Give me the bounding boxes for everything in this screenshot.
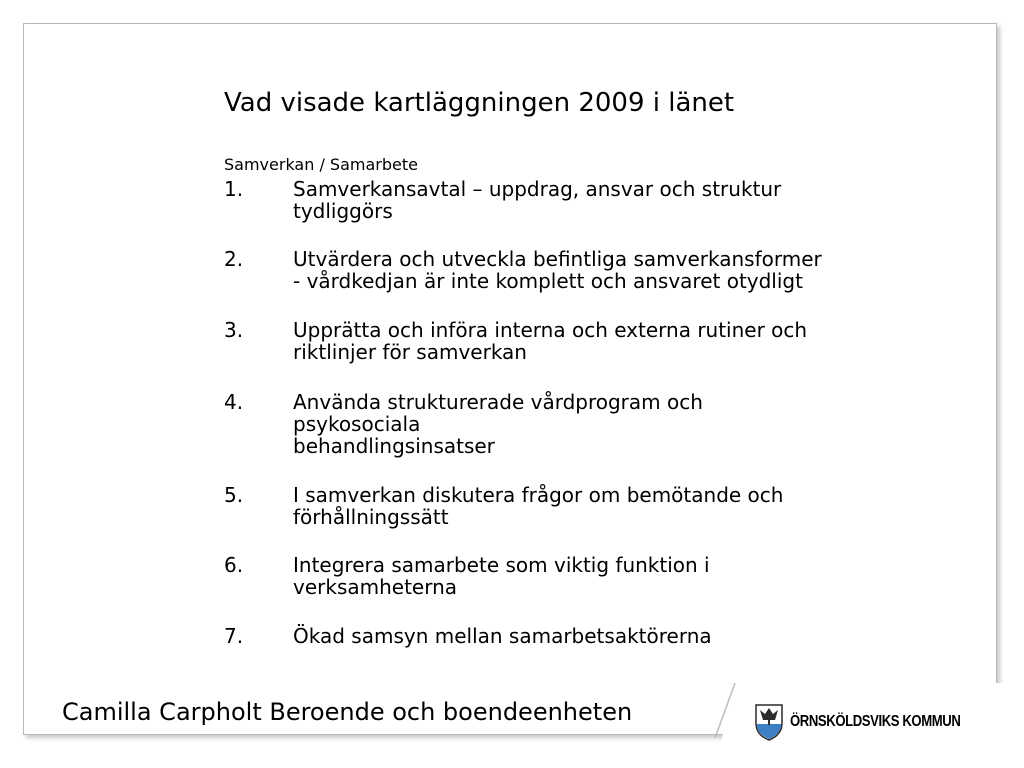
- list-item-line: - vårdkedjan är inte komplett och ansvaret otydligt: [293, 269, 803, 293]
- list-item-line: Samverkansavtal – uppdrag, ansvar och struktur: [293, 177, 782, 201]
- list-item-line: Utvärdera och utveckla befintliga samverkansformer: [293, 247, 822, 271]
- list-item-number: 7.: [224, 624, 244, 648]
- list-item-number: 2.: [224, 247, 244, 271]
- list-item-line: I samverkan diskutera frågor om bemötande och: [293, 483, 784, 507]
- list-item-line: riktlinjer för samverkan: [293, 340, 527, 364]
- logo-text: ÖRNSKÖLDSVIKS KOMMUN: [790, 713, 961, 730]
- list-item-line: verksamheterna: [293, 575, 458, 599]
- list-item-text: [293, 178, 913, 222]
- list-item-line: Använda strukturerade vårdprogram och: [293, 390, 703, 414]
- municipal-coat-of-arms-icon: [754, 703, 784, 741]
- slide-canvas: [23, 23, 997, 735]
- slide-title: Vad visade kartläggningen 2009 i länet: [224, 88, 735, 118]
- list-item-number: 4.: [224, 390, 244, 414]
- list-item-line: tydliggörs: [293, 199, 393, 223]
- footer-divider: [710, 680, 740, 740]
- list-item-text: [293, 554, 913, 598]
- list-item-number: 5.: [224, 483, 244, 507]
- list-item-number: 3.: [224, 318, 244, 342]
- list-item-line: förhållningssätt: [293, 505, 449, 529]
- list-item-line: Integrera samarbete som viktig funktion i: [293, 553, 710, 577]
- list-item-text: [293, 391, 913, 457]
- list-item-text: [293, 625, 913, 647]
- list-item-line: Ökad samsyn mellan samarbetsaktörerna: [293, 624, 712, 648]
- municipality-logo: [754, 702, 998, 742]
- list-item-text: [293, 484, 913, 528]
- list-item-line: psykosociala: [293, 412, 421, 436]
- list-item-line: behandlingsinsatser: [293, 434, 495, 458]
- list-item-number: 1.: [224, 177, 244, 201]
- list-item-text: [293, 248, 913, 292]
- list-item-text: [293, 319, 913, 363]
- list-item-line: Upprätta och införa interna och externa rutiner och: [293, 318, 808, 342]
- slide-subtitle: Samverkan / Samarbete: [224, 155, 418, 174]
- list-item-number: 6.: [224, 553, 244, 577]
- footer-author: Camilla Carpholt Beroende och boendeenheten: [62, 698, 633, 726]
